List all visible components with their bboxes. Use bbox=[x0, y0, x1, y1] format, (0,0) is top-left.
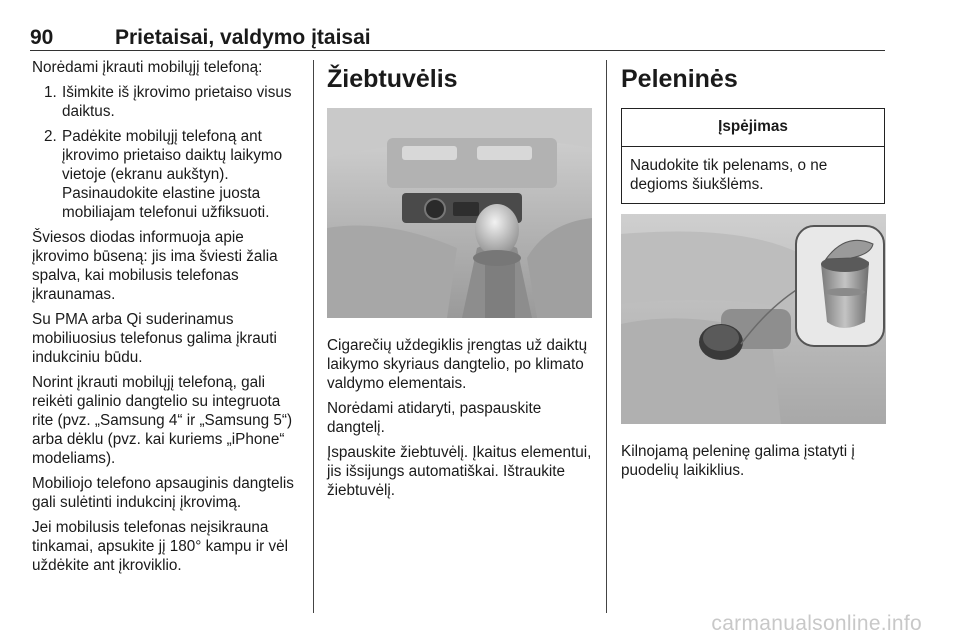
ashtray-illustration bbox=[621, 214, 886, 424]
watermark: carmanualsonline.info bbox=[711, 612, 922, 635]
page-number: 90 bbox=[30, 26, 54, 49]
charging-steps bbox=[32, 83, 302, 222]
column-divider-2 bbox=[606, 60, 607, 613]
paragraph: Jei mobilusis telefonas neįsikrauna tinkamai, apsukite jį 180° kampu ir vėl uždėkite ant įkroviklio. bbox=[32, 519, 289, 574]
section-title: Prietaisai, valdymo įtaisai bbox=[115, 26, 371, 49]
step-text: Padėkite mobilųjį telefoną ant įkrovimo prietaiso daiktų laikymo vietoje (ekranu aukštyn). Pasinaudokite elastine juosta mobiliajam telefonui užfiksuoti. bbox=[62, 128, 283, 221]
step-text: Išimkite iš įkrovimo prietaiso visus daiktus. bbox=[62, 84, 292, 120]
lighter-photo bbox=[327, 108, 592, 318]
paragraph: Norint įkrauti mobilųjį telefoną, gali reikėti galinio dangtelio su integruota rite (pvz. „Samsung 4“ ir „Samsung 5“) arba dėklu (pvz. kai kuriems „iPhone“ modeliams). bbox=[32, 374, 293, 467]
paragraph: Kilnojamą peleninę galima įstatyti į puodelių laikiklius. bbox=[621, 443, 855, 479]
lighter-heading: Žiebtuvėlis bbox=[327, 65, 458, 93]
column-lighter bbox=[327, 58, 597, 506]
paragraph: Cigarečių uždegiklis įrengtas už daiktų laikymo skyriaus dangtelio, po klimato valdymo elementais. bbox=[327, 337, 588, 392]
paragraph: Mobiliojo telefono apsauginis dangtelis gali sulėtinti indukcinį įkrovimą. bbox=[32, 475, 294, 511]
charging-intro: Norėdami įkrauti mobilųjį telefoną: bbox=[32, 59, 263, 76]
paragraph: Šviesos diodas informuoja apie įkrovimo būseną: jis ima šviesti žalia spalva, kai mobilusis telefonas įkraunamas. bbox=[32, 229, 278, 303]
warning-title: Įspėjimas bbox=[622, 109, 884, 147]
warning-text: Naudokite tik pelenams, o ne degioms šiukšlėms. bbox=[630, 157, 828, 193]
step-number: 2. bbox=[44, 128, 57, 145]
header-rule bbox=[30, 50, 885, 51]
column-divider-1 bbox=[313, 60, 314, 613]
column-charging bbox=[32, 58, 302, 581]
paragraph: Norėdami atidaryti, paspauskite dangtelį. bbox=[327, 400, 542, 436]
warning-box bbox=[621, 108, 885, 204]
column-ashtray bbox=[621, 58, 886, 486]
ashtray-photo bbox=[621, 214, 886, 424]
page-header bbox=[30, 18, 885, 48]
ashtray-heading: Peleninės bbox=[621, 65, 738, 93]
paragraph: Įspauskite žiebtuvėlį. Įkaitus elementui, jis išsijungs automatiškai. Ištraukite žiebtuvėlį. bbox=[327, 444, 592, 499]
paragraph: Su PMA arba Qi suderinamus mobiliuosius telefonus galima įkrauti indukciniu būdu. bbox=[32, 311, 277, 366]
step-item bbox=[32, 127, 302, 222]
step-number: 1. bbox=[44, 84, 57, 101]
lighter-illustration bbox=[327, 108, 592, 318]
step-item bbox=[32, 83, 302, 121]
